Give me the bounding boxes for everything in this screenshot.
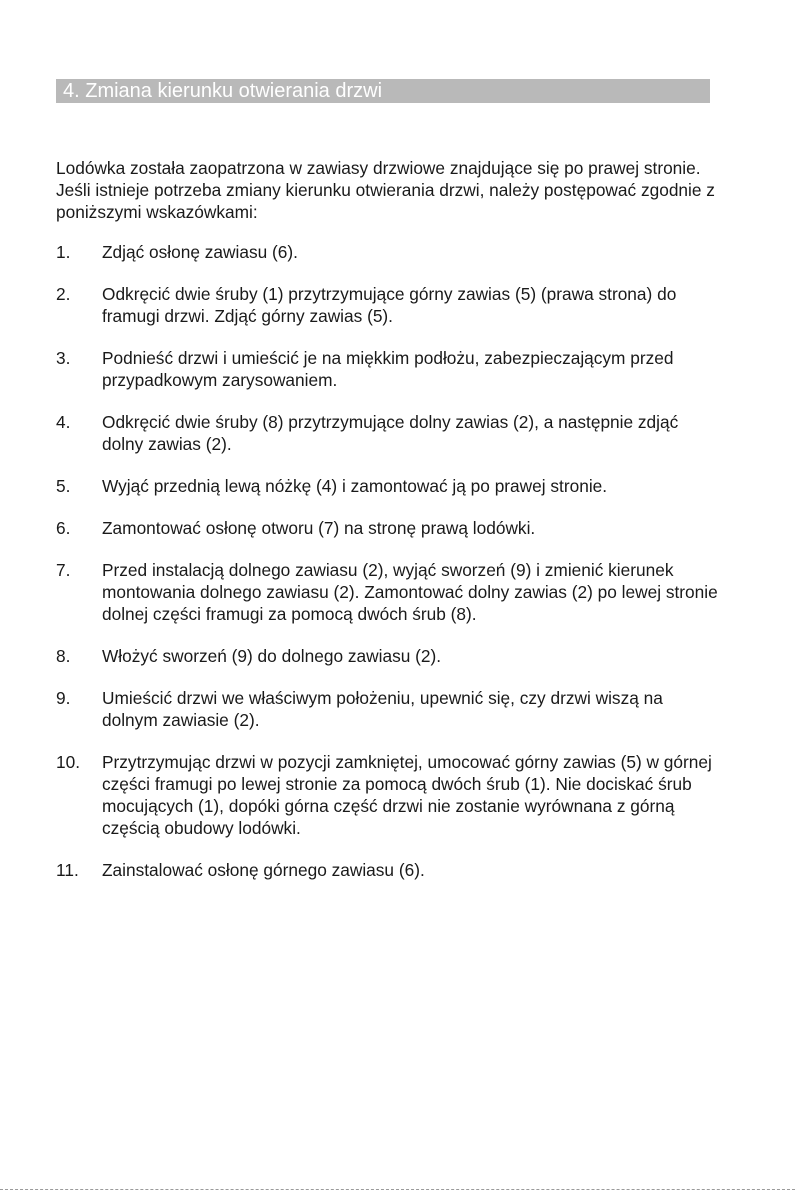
instruction-list	[56, 241, 721, 901]
step-text: Zamontować osłonę otworu (7) na stronę prawą lodówki.	[102, 518, 536, 538]
section-heading-bar	[56, 79, 710, 103]
step-text: Włożyć sworzeń (9) do dolnego zawiasu (2).	[102, 646, 442, 666]
step-number: 7.	[56, 560, 71, 580]
step-text: Odkręcić dwie śruby (1) przytrzymujące górny zawias (5) (prawa strona) do framugi drzwi. Zdjąć górny zawias (5).	[102, 284, 677, 326]
step-text: Przytrzymując drzwi w pozycji zamkniętej, umocować górny zawias (5) w górnej części framugi po lewej stronie za pomocą dwóch śrub (1). Nie dociskać śrub mocujących (1), dopóki górna część drzwi nie zostanie wyrównana z górną częścią obudowy lodówki.	[102, 752, 712, 838]
step-number: 11.	[56, 860, 79, 880]
page-bottom-divider	[0, 1189, 795, 1190]
list-item	[56, 751, 721, 839]
step-text: Przed instalacją dolnego zawiasu (2), wyjąć sworzeń (9) i zmienić kierunek montowania dolnego zawiasu (2). Zamontować dolny zawias (2) po lewej stronie dolnej części framugi za pomocą dwóch śrub (8).	[102, 560, 718, 624]
list-item	[56, 859, 721, 881]
step-text: Zainstalować osłonę górnego zawiasu (6).	[102, 860, 425, 880]
intro-paragraph: Lodówka została zaopatrzona w zawiasy drzwiowe znajdujące się po prawej stronie. Jeśli istnieje potrzeba zmiany kierunku otwierania drzwi, należy postępować zgodnie z poniższymi wskazówkami:	[56, 158, 715, 222]
list-item	[56, 411, 721, 455]
list-item	[56, 241, 721, 263]
step-text: Umieścić drzwi we właściwym położeniu, upewnić się, czy drzwi wiszą na dolnym zawiasie (2).	[102, 688, 663, 730]
step-text: Podnieść drzwi i umieścić je na miękkim podłożu, zabezpieczającym przed przypadkowym zarysowaniem.	[102, 348, 674, 390]
list-item	[56, 475, 721, 497]
step-number: 9.	[56, 688, 71, 708]
list-item	[56, 283, 721, 327]
step-text: Odkręcić dwie śruby (8) przytrzymujące dolny zawias (2), a następnie zdjąć dolny zawias (2).	[102, 412, 679, 454]
list-item	[56, 559, 721, 625]
step-number: 5.	[56, 476, 71, 496]
list-item	[56, 687, 721, 731]
step-number: 10.	[56, 752, 81, 772]
step-number: 8.	[56, 646, 71, 666]
step-number: 4.	[56, 412, 71, 432]
step-number: 1.	[56, 242, 71, 262]
section-title: 4. Zmiana kierunku otwierania drzwi	[63, 80, 383, 102]
list-item	[56, 645, 721, 667]
step-number: 6.	[56, 518, 71, 538]
step-number: 2.	[56, 284, 71, 304]
list-item	[56, 517, 721, 539]
list-item	[56, 347, 721, 391]
step-text: Zdjąć osłonę zawiasu (6).	[102, 242, 298, 262]
step-number: 3.	[56, 348, 71, 368]
step-text: Wyjąć przednią lewą nóżkę (4) i zamontować ją po prawej stronie.	[102, 476, 608, 496]
